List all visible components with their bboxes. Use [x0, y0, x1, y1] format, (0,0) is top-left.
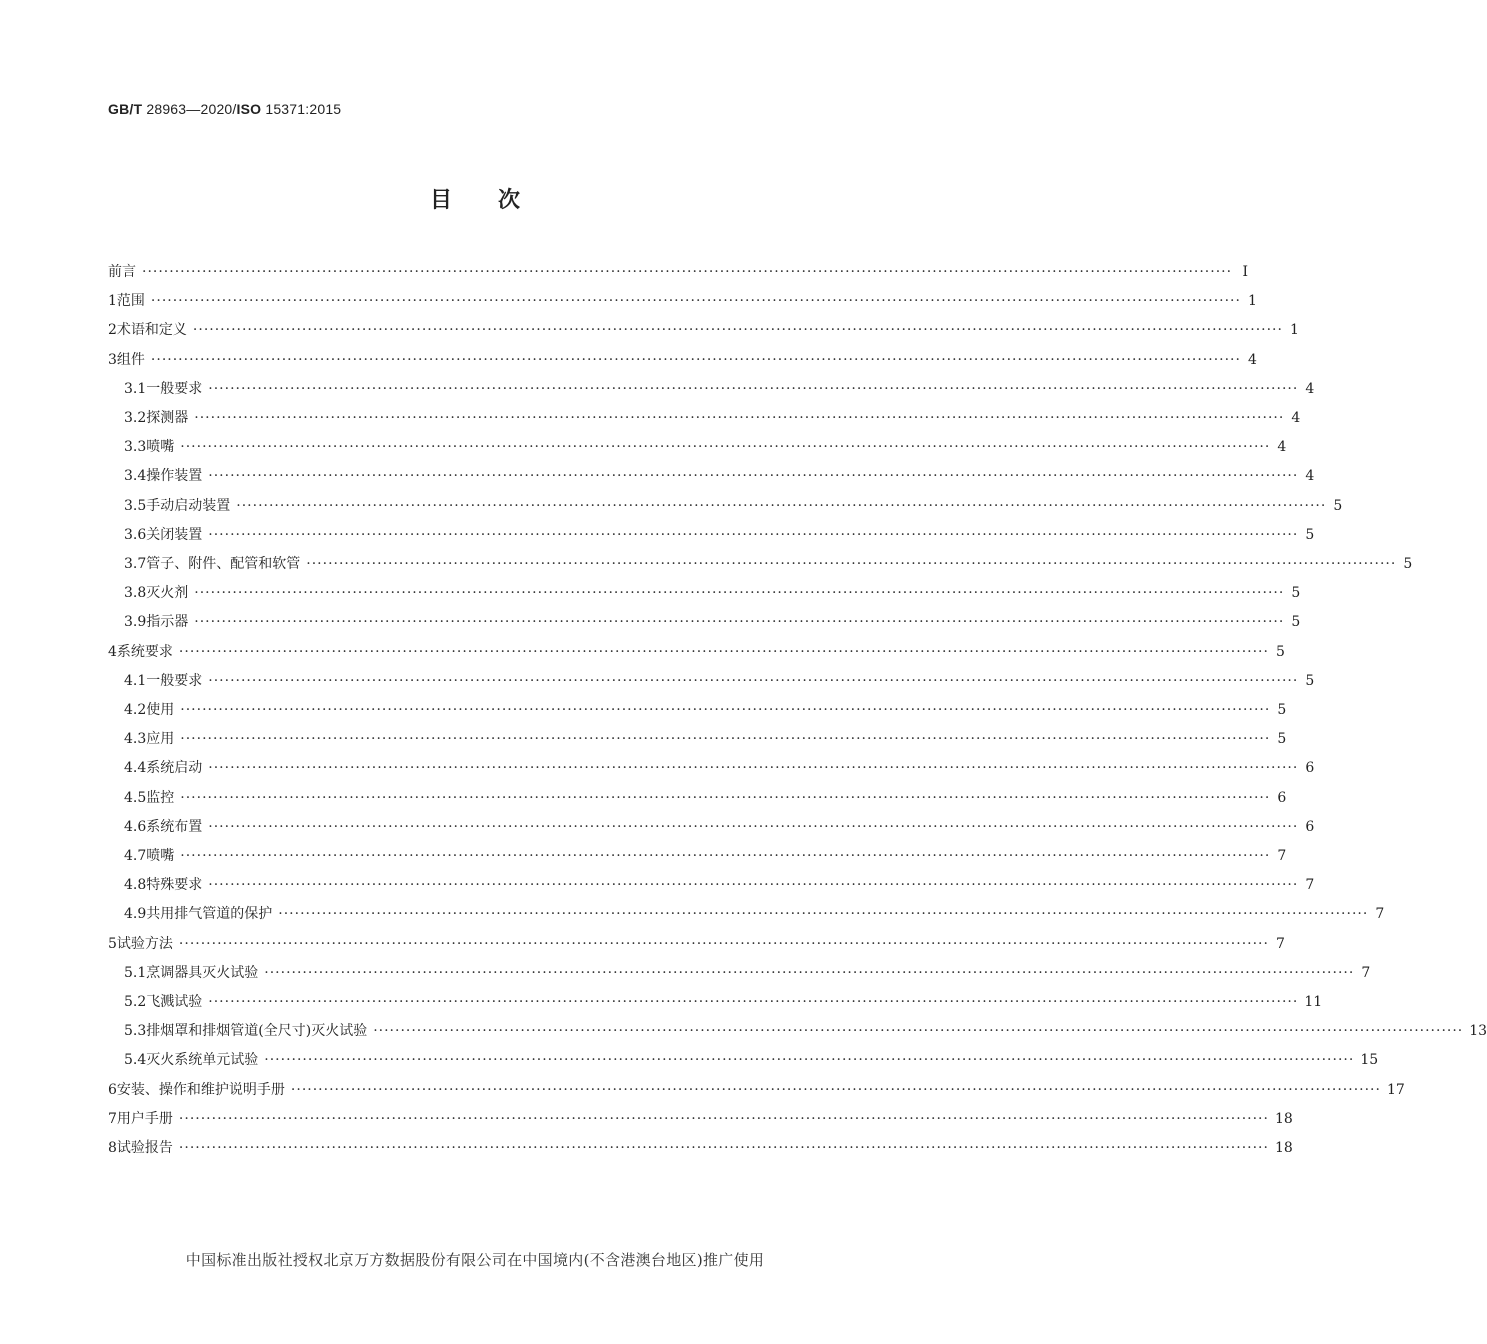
toc-entry-page: Ⅰ — [1242, 264, 1249, 280]
toc-leader-dots: ········································································································································································································ — [208, 877, 1299, 894]
toc-entry-label: 手动启动装置 — [146, 497, 231, 514]
toc-entry-label: 一般要求 — [146, 380, 203, 397]
std-code-number: 28963—2020/ — [146, 101, 237, 117]
toc-leader-dots: ········································································································································································································ — [236, 497, 1327, 514]
toc-entry[interactable] — [124, 608, 1301, 637]
toc-entry-label: 特殊要求 — [146, 877, 203, 894]
toc-entry-number: 4 — [108, 643, 117, 660]
toc-entry[interactable] — [124, 784, 1287, 813]
toc-entry[interactable] — [124, 579, 1301, 608]
std-code-iso-number: 15371:2015 — [265, 101, 342, 117]
toc-entry-label: 探测器 — [146, 410, 189, 426]
toc-entry-page: 1 — [1248, 293, 1257, 310]
toc-entry-number: 5.1 — [124, 964, 147, 981]
toc-leader-dots: ········································································································································································································ — [208, 526, 1299, 543]
toc-leader-dots: ········································································································································································································ — [208, 818, 1299, 835]
toc-leader-dots: ········································································································································································································ — [208, 380, 1299, 397]
toc-leader-dots: ········································································································································································································ — [178, 1110, 1269, 1127]
toc-entry[interactable] — [108, 1105, 1293, 1134]
toc-entry[interactable] — [124, 988, 1323, 1017]
toc-entry[interactable] — [124, 521, 1315, 550]
toc-entry-page: 13 — [1469, 1023, 1487, 1040]
toc-entry[interactable] — [108, 287, 1257, 316]
toc-leader-dots: ········································································································································································································ — [194, 585, 1285, 602]
toc-entry-label: 监控 — [146, 789, 175, 806]
toc-leader-dots: ········································································································································································································ — [194, 410, 1285, 426]
toc-entry[interactable] — [124, 959, 1371, 988]
toc-entry-number: 5.2 — [124, 994, 147, 1010]
toc-entry-number: 3.8 — [124, 585, 147, 602]
toc-entry-page: 4 — [1305, 380, 1315, 397]
toc-entry-number: 4.2 — [124, 702, 147, 718]
toc-entry-label: 组件 — [116, 351, 145, 368]
toc-entry-label: 系统布置 — [146, 818, 203, 835]
toc-leader-dots: ········································································································································································································ — [208, 760, 1299, 777]
toc-entry-number: 2 — [108, 322, 117, 339]
toc-entry-page: 15 — [1360, 1052, 1379, 1069]
toc-entry[interactable] — [108, 258, 1249, 287]
toc-entry-page: 18 — [1274, 1110, 1293, 1127]
toc-entry[interactable] — [108, 1134, 1293, 1163]
toc-entry-label: 范围 — [116, 293, 145, 310]
toc-entry-page: 11 — [1304, 994, 1323, 1010]
toc-entry-page: 4 — [1248, 351, 1257, 368]
toc-leader-dots: ········································································································································································································ — [178, 643, 1269, 660]
standard-code — [108, 101, 341, 117]
toc-entry-page: 5 — [1333, 497, 1343, 514]
toc-entry[interactable] — [124, 754, 1315, 783]
toc-entry-page: 7 — [1276, 935, 1285, 952]
toc-entry-page: 5 — [1305, 526, 1315, 543]
title-char-2: 次 — [498, 188, 521, 213]
toc-entry-number: 4.6 — [124, 818, 147, 835]
toc-entry-label: 安装、操作和维护说明手册 — [116, 1081, 285, 1098]
page-title — [0, 183, 950, 214]
toc-entry[interactable] — [124, 550, 1413, 579]
toc-entry-label: 用户手册 — [116, 1110, 173, 1127]
toc-leader-dots: ········································································································································································································ — [142, 264, 1233, 280]
toc-entry-page: 5 — [1277, 702, 1287, 718]
toc-entry-number: 3.7 — [124, 556, 147, 572]
toc-leader-dots: ········································································································································································································ — [194, 614, 1285, 631]
toc-entry-page: 6 — [1305, 760, 1315, 777]
toc-entry-number: 3.6 — [124, 526, 147, 543]
toc-leader-dots: ········································································································································································································ — [290, 1081, 1381, 1098]
toc-entry-page: 5 — [1403, 556, 1413, 572]
toc-entry-number: 1 — [108, 293, 117, 310]
toc-entry-number: 7 — [108, 1110, 117, 1127]
toc-entry[interactable] — [124, 375, 1315, 404]
toc-leader-dots: ········································································································································································································ — [208, 672, 1299, 689]
toc-entry-page: 5 — [1291, 585, 1301, 602]
toc-entry-number: 4.9 — [124, 906, 147, 923]
toc-entry-label: 烹调器具灭火试验 — [146, 964, 259, 981]
toc-entry[interactable] — [108, 316, 1299, 345]
toc-leader-dots: ········································································································································································································ — [192, 322, 1283, 339]
toc-leader-dots: ········································································································································································································ — [208, 994, 1299, 1010]
toc-entry[interactable] — [124, 871, 1315, 900]
toc-entry-number: 4.8 — [124, 877, 147, 894]
toc-entry-label: 灭火系统单元试验 — [146, 1052, 259, 1069]
toc-leader-dots: ········································································································································································································ — [178, 935, 1269, 952]
toc-leader-dots: ········································································································································································································ — [373, 1023, 1464, 1040]
toc-entry-number: 3.2 — [124, 410, 147, 426]
toc-leader-dots: ········································································································································································································ — [264, 1052, 1355, 1069]
toc-leader-dots: ········································································································································································································ — [180, 789, 1271, 806]
toc-entry[interactable] — [124, 433, 1287, 462]
toc-leader-dots: ········································································································································································································ — [208, 468, 1299, 485]
footer-notice: 中国标准出版社授权北京万方数据股份有限公司在中国境内(不含港澳台地区)推广使用 — [185, 1251, 765, 1269]
toc-leader-dots: ········································································································································································································ — [178, 1140, 1269, 1156]
toc-entry-label: 共用排气管道的保护 — [146, 906, 273, 923]
toc-entry[interactable] — [124, 1046, 1379, 1075]
std-code-iso: ISO — [236, 101, 262, 117]
toc-entry-label: 排烟罩和排烟管道(全尺寸)灭火试验 — [146, 1023, 368, 1040]
toc-entry-page: 1 — [1290, 322, 1299, 339]
toc-leader-dots: ········································································································································································································ — [150, 351, 1241, 368]
toc-entry[interactable] — [108, 346, 1257, 375]
toc-entry[interactable] — [108, 638, 1285, 667]
toc-entry-label: 试验方法 — [116, 935, 173, 952]
toc-leader-dots: ········································································································································································································ — [278, 906, 1369, 923]
toc-entry[interactable] — [124, 1017, 1487, 1046]
toc-leader-dots: ········································································································································································································ — [150, 293, 1241, 310]
toc-entry[interactable] — [124, 900, 1385, 929]
toc-entry-number: 5.4 — [124, 1052, 147, 1069]
toc-entry-label: 灭火剂 — [146, 585, 189, 602]
toc-entry[interactable] — [124, 842, 1287, 871]
toc-entry-label: 试验报告 — [116, 1140, 173, 1156]
toc-entry-number: 5.3 — [124, 1023, 147, 1040]
toc-entry-page: 5 — [1291, 614, 1301, 631]
toc-entry-label: 飞溅试验 — [146, 994, 203, 1010]
toc-entry[interactable] — [124, 492, 1343, 521]
toc-entry-label: 前言 — [108, 264, 136, 280]
toc-entry-number: 8 — [108, 1140, 117, 1156]
toc-entry-number: 3.1 — [124, 380, 147, 397]
title-char-1: 目 — [429, 188, 452, 213]
toc-entry-number: 3.3 — [124, 439, 147, 456]
toc-entry-page: 4 — [1305, 468, 1315, 485]
toc-leader-dots: ········································································································································································································ — [306, 556, 1397, 572]
toc-entry-label: 指示器 — [146, 614, 189, 631]
toc-entry-label: 系统要求 — [116, 643, 173, 660]
toc-entry[interactable] — [124, 667, 1315, 696]
toc-entry-page: 7 — [1277, 848, 1287, 864]
toc-entry-number: 4.7 — [124, 848, 147, 864]
toc-entry-page: 5 — [1277, 731, 1287, 748]
toc-entry-label: 应用 — [146, 731, 175, 748]
toc-entry-page: 7 — [1361, 964, 1371, 981]
toc-entry[interactable] — [124, 725, 1287, 754]
toc-entry-number: 4.5 — [124, 789, 147, 806]
toc-entry-number: 4.4 — [124, 760, 147, 777]
toc-leader-dots: ········································································································································································································ — [180, 731, 1271, 748]
toc-entry-number: 4.1 — [124, 672, 147, 689]
toc-entry-label: 使用 — [146, 702, 175, 718]
toc-entry-page: 6 — [1277, 789, 1287, 806]
toc-entry-page: 7 — [1375, 906, 1385, 923]
toc-entry-label: 关闭装置 — [146, 526, 203, 543]
toc-entry-label: 操作装置 — [146, 468, 203, 485]
std-code-prefix: GB/T — [108, 101, 143, 117]
toc-entry-label: 系统启动 — [146, 760, 203, 777]
toc-entry-page: 7 — [1305, 877, 1315, 894]
toc-entry-number: 3.4 — [124, 468, 147, 485]
toc-entry-page: 6 — [1305, 818, 1315, 835]
toc-entry[interactable] — [124, 813, 1315, 842]
toc-entry-number: 3.9 — [124, 614, 147, 631]
toc-entry-page: 17 — [1386, 1081, 1405, 1098]
toc-entry-number: 4.3 — [124, 731, 147, 748]
toc-entry[interactable] — [108, 930, 1285, 959]
toc-entry[interactable] — [124, 462, 1315, 491]
toc-entry-number: 3 — [108, 351, 117, 368]
toc-leader-dots: ········································································································································································································ — [264, 964, 1355, 981]
toc-entry-page: 4 — [1291, 410, 1301, 426]
toc-entry-page: 5 — [1305, 672, 1315, 689]
toc-leader-dots: ········································································································································································································ — [180, 848, 1271, 864]
toc-leader-dots: ········································································································································································································ — [180, 439, 1271, 456]
toc-entry-page: 5 — [1276, 643, 1285, 660]
toc-entry-page: 4 — [1277, 439, 1287, 456]
toc-entry-page: 18 — [1274, 1140, 1293, 1156]
toc-entry-label: 术语和定义 — [116, 322, 187, 339]
toc-entry-number: 3.5 — [124, 497, 147, 514]
toc-entry[interactable] — [108, 1076, 1405, 1105]
toc-entry-number: 6 — [108, 1081, 117, 1098]
toc-entry[interactable] — [124, 404, 1301, 433]
toc-entry-label: 喷嘴 — [146, 848, 175, 864]
toc-entry-label: 喷嘴 — [146, 439, 175, 456]
toc-entry-label: 一般要求 — [146, 672, 203, 689]
toc-entry-label: 管子、附件、配管和软管 — [146, 556, 301, 572]
toc-entry-number: 5 — [108, 935, 117, 952]
toc-entry[interactable] — [124, 696, 1287, 725]
toc-leader-dots: ········································································································································································································ — [180, 702, 1271, 718]
